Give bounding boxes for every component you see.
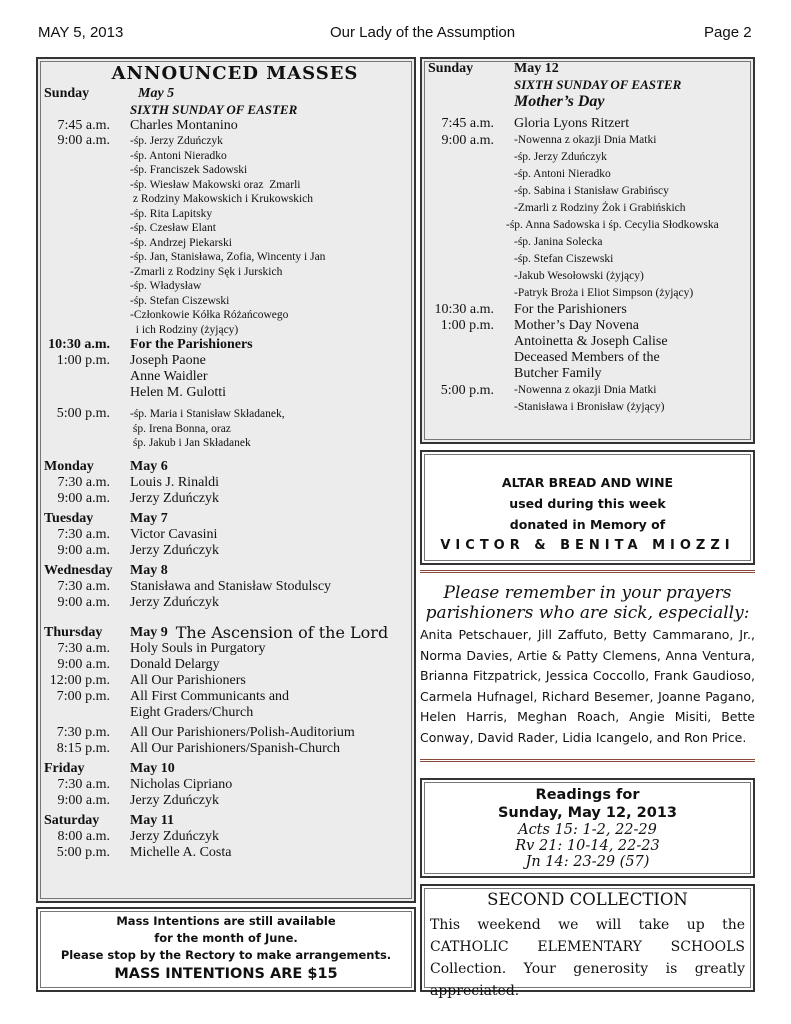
mass-row <box>428 132 750 149</box>
mass-intention: -śp. Anna Sadowska i śp. Cecylia Słodkowska <box>506 219 719 231</box>
mass-time <box>44 323 110 338</box>
mass-intention: -Członkowie Kółka Różańcowego <box>130 309 289 321</box>
day-date: May 6 <box>130 458 168 474</box>
mass-intention: Anne Waidler <box>130 369 208 384</box>
mass-intention: Donald Delargy <box>130 656 220 672</box>
reading-line: Jn 14: 23-29 (57) <box>525 854 650 870</box>
mass-time: 7:30 a.m. <box>57 578 110 594</box>
mass-intention: -śp. Jerzy Zduńczyk <box>514 151 607 163</box>
mass-row <box>44 207 406 222</box>
mass-time: 7:30 a.m. <box>57 640 110 656</box>
mass-row <box>44 134 406 149</box>
mass-row <box>44 741 406 757</box>
mass-row <box>428 116 750 132</box>
feast-label: The Ascension of the Lord <box>175 622 389 642</box>
mass-row <box>44 595 406 611</box>
mass-row <box>44 845 406 861</box>
mass-time: 7:45 a.m. <box>57 118 110 133</box>
mass-intention: Helen M. Gulotti <box>130 385 227 400</box>
mass-time <box>44 207 110 222</box>
mass-intention: -śp. Maria i Stanisław Składanek, <box>130 408 285 420</box>
mass-row <box>44 491 406 507</box>
mass-intention: -Patryk Broża i Eliot Simpson (żyjący) <box>514 287 694 299</box>
weekday-masses <box>44 459 406 861</box>
mass-intention: -śp. Jerzy Zduńczyk <box>130 135 223 147</box>
mass-time: 8:00 a.m. <box>57 828 110 844</box>
mass-intention: i ich Rodziny (żyjący) <box>130 323 239 336</box>
altar-bread-box <box>420 450 755 565</box>
mass-intention: -śp. Władysław <box>130 280 202 292</box>
day-date: May 10 <box>130 760 175 776</box>
reading-line: Rv 21: 10-14, 22-23 <box>515 838 660 854</box>
day-label: Saturday <box>44 812 100 828</box>
mass-intentions-box <box>36 907 416 992</box>
mass-row <box>44 163 406 178</box>
day-label: Monday <box>44 458 94 474</box>
mass-intention: Charles Montanino <box>130 118 238 133</box>
mass-row <box>44 543 406 559</box>
mass-intention: Holy Souls in Purgatory <box>130 640 266 656</box>
mass-time: 9:00 a.m. <box>57 594 110 610</box>
mass-row <box>44 689 406 705</box>
mass-intention: Victor Cavasini <box>130 526 218 542</box>
mass-intention: -śp. Janina Solecka <box>514 236 603 248</box>
mass-time: 10:30 a.m. <box>48 337 110 352</box>
feast-label: SIXTH SUNDAY OF EASTER <box>514 77 682 92</box>
mass-row <box>44 579 406 595</box>
mass-time <box>44 236 110 251</box>
day-label: Wednesday <box>44 562 113 578</box>
mass-time: 1:00 p.m. <box>440 318 494 333</box>
mass-time: 1:00 p.m. <box>56 353 110 368</box>
mass-intention: Eight Graders/Church <box>130 704 254 720</box>
mass-time: 7:45 a.m. <box>441 116 494 131</box>
day-heading <box>44 511 406 527</box>
mass-time: 12:00 p.m. <box>49 672 110 688</box>
mass-intention: Jerzy Zduńczyk <box>130 594 220 610</box>
mass-time <box>428 251 494 268</box>
mass-intention: śp. Jakub i Jan Składanek <box>130 437 251 449</box>
mass-row <box>428 285 750 302</box>
mass-time: 9:00 a.m. <box>57 542 110 558</box>
intentions-line2: for the month of June. <box>154 931 298 945</box>
mass-intention: All Our Parishioners <box>130 672 246 688</box>
mass-row <box>44 250 406 265</box>
day-heading <box>44 813 406 829</box>
mass-row <box>428 217 750 234</box>
mass-intention: -śp. Stefan Ciszewski <box>514 253 614 265</box>
announced-masses-box <box>36 57 416 903</box>
sunday-may12-list <box>428 116 750 416</box>
mass-row <box>44 422 406 437</box>
mass-row <box>44 657 406 673</box>
mass-row <box>44 369 406 385</box>
collection-title: SECOND COLLECTION <box>487 890 688 909</box>
mass-time <box>44 192 110 207</box>
mass-intention: For the Parishioners <box>514 302 627 317</box>
mass-row <box>44 294 406 309</box>
mass-time <box>428 200 494 217</box>
mass-row <box>428 318 750 334</box>
readings-title-2: Sunday, May 12, 2013 <box>497 805 678 821</box>
mass-row <box>44 149 406 164</box>
mass-row <box>44 673 406 689</box>
mass-row <box>428 234 750 251</box>
mass-time: 5:00 p.m. <box>440 383 494 398</box>
day-heading <box>44 761 406 777</box>
prayers-names: Anita Petschauer, Jill Zaffuto, Betty Cammarano, Jr., Norma Davies, Artie & Patty Clemens, Anna Ventura, Brianna Fitzpatrick, Jessica Coccollo, Frank Gaudioso, Carmela Hufnagel, Richard Besemer, Joanne Pagano, Helen Harris, Meghan Roach, Angie Misiti, Bette Conway, David Rader, Lidia Icangelo, and Ron Price. <box>420 627 755 745</box>
mass-time <box>428 183 494 200</box>
mass-time <box>428 350 494 366</box>
mass-intention: Mother’s Day Novena <box>514 318 639 333</box>
reading-line: Acts 15: 1-2, 22-29 <box>518 822 657 838</box>
mass-time <box>44 705 110 721</box>
mass-time <box>44 149 110 164</box>
mass-row <box>44 641 406 657</box>
mass-row <box>428 200 750 217</box>
mass-intention: -śp. Andrzej Piekarski <box>130 236 232 249</box>
mass-row <box>44 407 406 422</box>
mass-row <box>428 399 750 416</box>
second-collection-box <box>420 884 755 999</box>
mass-time: 5:00 p.m. <box>56 844 110 860</box>
intentions-line1: Mass Intentions are still available <box>116 914 336 928</box>
mass-time <box>428 217 494 234</box>
day-heading <box>44 459 406 475</box>
prayers-heading-1: Please remember in your prayers <box>443 583 732 603</box>
mass-row <box>44 725 406 741</box>
mass-time <box>44 178 110 193</box>
mass-time <box>428 334 494 350</box>
mass-row <box>44 527 406 543</box>
mass-intention: Joseph Paone <box>130 353 206 368</box>
mass-row <box>44 705 406 721</box>
mass-time: 8:15 p.m. <box>56 740 110 756</box>
mass-intention: -śp. Antoni Nieradko <box>514 168 611 180</box>
day-date: May 12 <box>514 61 559 76</box>
mass-intention: -śp. Sabina i Stanisław Grabińscy <box>514 185 669 197</box>
mass-intention: -śp. Franciszek Sadowski <box>130 164 248 176</box>
mass-row <box>44 385 406 401</box>
mass-row <box>44 793 406 809</box>
mass-intention: -Nowenna z okazji Dnia Matki <box>514 384 657 396</box>
mass-row <box>44 308 406 323</box>
mass-time <box>44 436 110 451</box>
intentions-price: MASS INTENTIONS ARE $15 <box>114 966 338 982</box>
mass-intention: -śp. Antoni Nieradko <box>130 149 227 162</box>
mass-time: 7:30 p.m. <box>56 724 110 740</box>
mass-row <box>44 236 406 251</box>
mass-row <box>44 279 406 294</box>
mass-time <box>44 265 110 280</box>
day-label: Friday <box>44 760 85 776</box>
mass-intention: -śp. Wiesław Makowski oraz Zmarli <box>130 178 301 191</box>
mass-row <box>428 382 750 399</box>
mass-intention: Louis J. Rinaldi <box>130 474 220 490</box>
altar-line2: used during this week <box>509 496 666 511</box>
mass-intention: Jerzy Zduńczyk <box>130 490 220 506</box>
mass-time <box>44 221 110 236</box>
mass-intention: Michelle A. Costa <box>130 844 232 860</box>
mass-time <box>44 163 110 178</box>
mass-intention: -śp. Rita Lapitsky <box>130 207 213 220</box>
mass-intention: śp. Irena Bonna, oraz <box>130 422 231 435</box>
mass-time <box>44 308 110 323</box>
altar-line1: ALTAR BREAD AND WINE <box>501 475 674 490</box>
mass-row <box>44 777 406 793</box>
mass-time: 9:00 a.m. <box>57 133 110 148</box>
altar-line3: donated in Memory of <box>509 517 666 532</box>
mass-intention: All First Communicants and <box>130 688 290 704</box>
prayers-heading-2: parishioners who are sick, especially: <box>425 603 750 623</box>
mass-row <box>44 337 406 353</box>
mass-row <box>44 178 406 193</box>
mass-time: 7:30 a.m. <box>57 526 110 542</box>
mass-intention: All Our Parishioners/Spanish-Church <box>130 740 340 756</box>
mass-intention: -śp. Czesław Elant <box>130 222 216 234</box>
collection-text: This weekend we will take up the CATHOLIC ELEMENTARY SCHOOLS Collection. Your generosity is greatly appreciated. <box>430 917 745 999</box>
mass-intention: -Zmarli z Rodziny Sęk i Jurskich <box>130 265 283 278</box>
mass-row <box>428 251 750 268</box>
mass-intention: Gloria Lyons Ritzert <box>514 116 630 131</box>
sunday-may5-list <box>44 118 406 451</box>
mass-intention: Jerzy Zduńczyk <box>130 828 220 844</box>
mass-row <box>44 475 406 491</box>
mass-row <box>428 334 750 350</box>
mass-time <box>44 250 110 265</box>
mass-intention: -Nowenna z okazji Dnia Matki <box>514 134 657 146</box>
mass-time: 7:30 a.m. <box>57 776 110 792</box>
mass-intention: All Our Parishioners/Polish-Auditorium <box>130 724 355 740</box>
mass-intention: -Zmarli z Rodziny Żok i Grabińskich <box>514 202 686 214</box>
mass-intention: Deceased Members of the <box>514 350 660 365</box>
mass-time <box>428 268 494 285</box>
mass-row <box>428 350 750 366</box>
mass-time: 9:00 a.m. <box>57 490 110 506</box>
day-date: May 8 <box>130 562 168 578</box>
altar-names: VICTOR & BENITA MIOZZI <box>440 538 735 553</box>
mass-row <box>44 221 406 236</box>
readings-list <box>422 822 753 870</box>
mass-time <box>428 234 494 251</box>
sunday-may12-box <box>420 57 755 444</box>
prayers-section <box>420 570 755 762</box>
mass-intention: -śp. Stefan Ciszewski <box>130 294 230 307</box>
day-heading <box>44 622 406 642</box>
mass-time: 9:00 a.m. <box>57 656 110 672</box>
day-date: May 5 <box>138 86 175 101</box>
mass-row <box>44 436 406 451</box>
day-date: May 9 <box>130 624 168 640</box>
mass-intention: Jerzy Zduńczyk <box>130 542 220 558</box>
announced-masses-title: ANNOUNCED MASSES <box>111 63 359 84</box>
mass-intention: Nicholas Cipriano <box>130 776 233 792</box>
mass-row <box>44 323 406 338</box>
bulletin-date: MAY 5, 2013 <box>38 24 124 41</box>
mass-row <box>428 149 750 166</box>
mass-time <box>44 385 110 401</box>
mass-intention: Antoinetta & Joseph Calise <box>514 334 668 349</box>
day-label: Sunday <box>44 86 90 101</box>
mass-time: 9:00 a.m. <box>57 792 110 808</box>
mass-intention: -Stanisława i Bronisław (żyjący) <box>514 401 665 413</box>
mass-row <box>428 183 750 200</box>
mass-time <box>44 279 110 294</box>
mass-row <box>44 353 406 369</box>
mass-row <box>428 166 750 183</box>
mass-time: 7:30 a.m. <box>57 474 110 490</box>
mass-intention: -Jakub Wesołowski (żyjący) <box>514 270 644 282</box>
day-date: May 11 <box>130 812 174 828</box>
parish-name: Our Lady of the Assumption <box>330 24 516 41</box>
readings-box <box>420 778 755 878</box>
mass-time <box>428 285 494 302</box>
mass-row <box>44 118 406 134</box>
mass-row <box>428 268 750 285</box>
mass-time <box>44 369 110 385</box>
mass-row <box>44 265 406 280</box>
readings-title-1: Readings for <box>535 787 640 803</box>
occasion-label: Mother’s Day <box>514 93 605 110</box>
mass-intention: -śp. Jan, Stanisława, Zofia, Wincenty i Jan <box>130 251 326 263</box>
mass-time: 10:30 a.m. <box>434 302 494 317</box>
mass-time <box>428 166 494 183</box>
mass-time <box>44 422 110 437</box>
mass-time: 7:00 p.m. <box>56 688 110 704</box>
mass-intention: z Rodziny Makowskich i Krukowskich <box>130 193 314 205</box>
mass-intention: Jerzy Zduńczyk <box>130 792 220 808</box>
mass-row <box>428 366 750 382</box>
page-number: Page 2 <box>704 24 752 41</box>
mass-row <box>44 829 406 845</box>
mass-time <box>428 149 494 166</box>
mass-time <box>428 366 494 382</box>
mass-time <box>428 399 494 416</box>
mass-intention: For the Parishioners <box>130 337 253 352</box>
mass-intention: Stanisława and Stanisław Stodulscy <box>130 578 332 594</box>
mass-time: 5:00 p.m. <box>56 406 110 421</box>
day-label: Sunday <box>428 61 474 76</box>
day-label: Thursday <box>44 624 103 640</box>
mass-row <box>428 302 750 318</box>
day-heading <box>44 563 406 579</box>
mass-row <box>44 192 406 207</box>
intentions-line3: Please stop by the Rectory to make arrangements. <box>60 948 392 962</box>
mass-time: 9:00 a.m. <box>441 133 494 148</box>
mass-time <box>44 294 110 309</box>
day-label: Tuesday <box>44 510 94 526</box>
feast-label: SIXTH SUNDAY OF EASTER <box>130 102 298 117</box>
mass-intention: Butcher Family <box>514 366 602 381</box>
day-date: May 7 <box>130 510 168 526</box>
